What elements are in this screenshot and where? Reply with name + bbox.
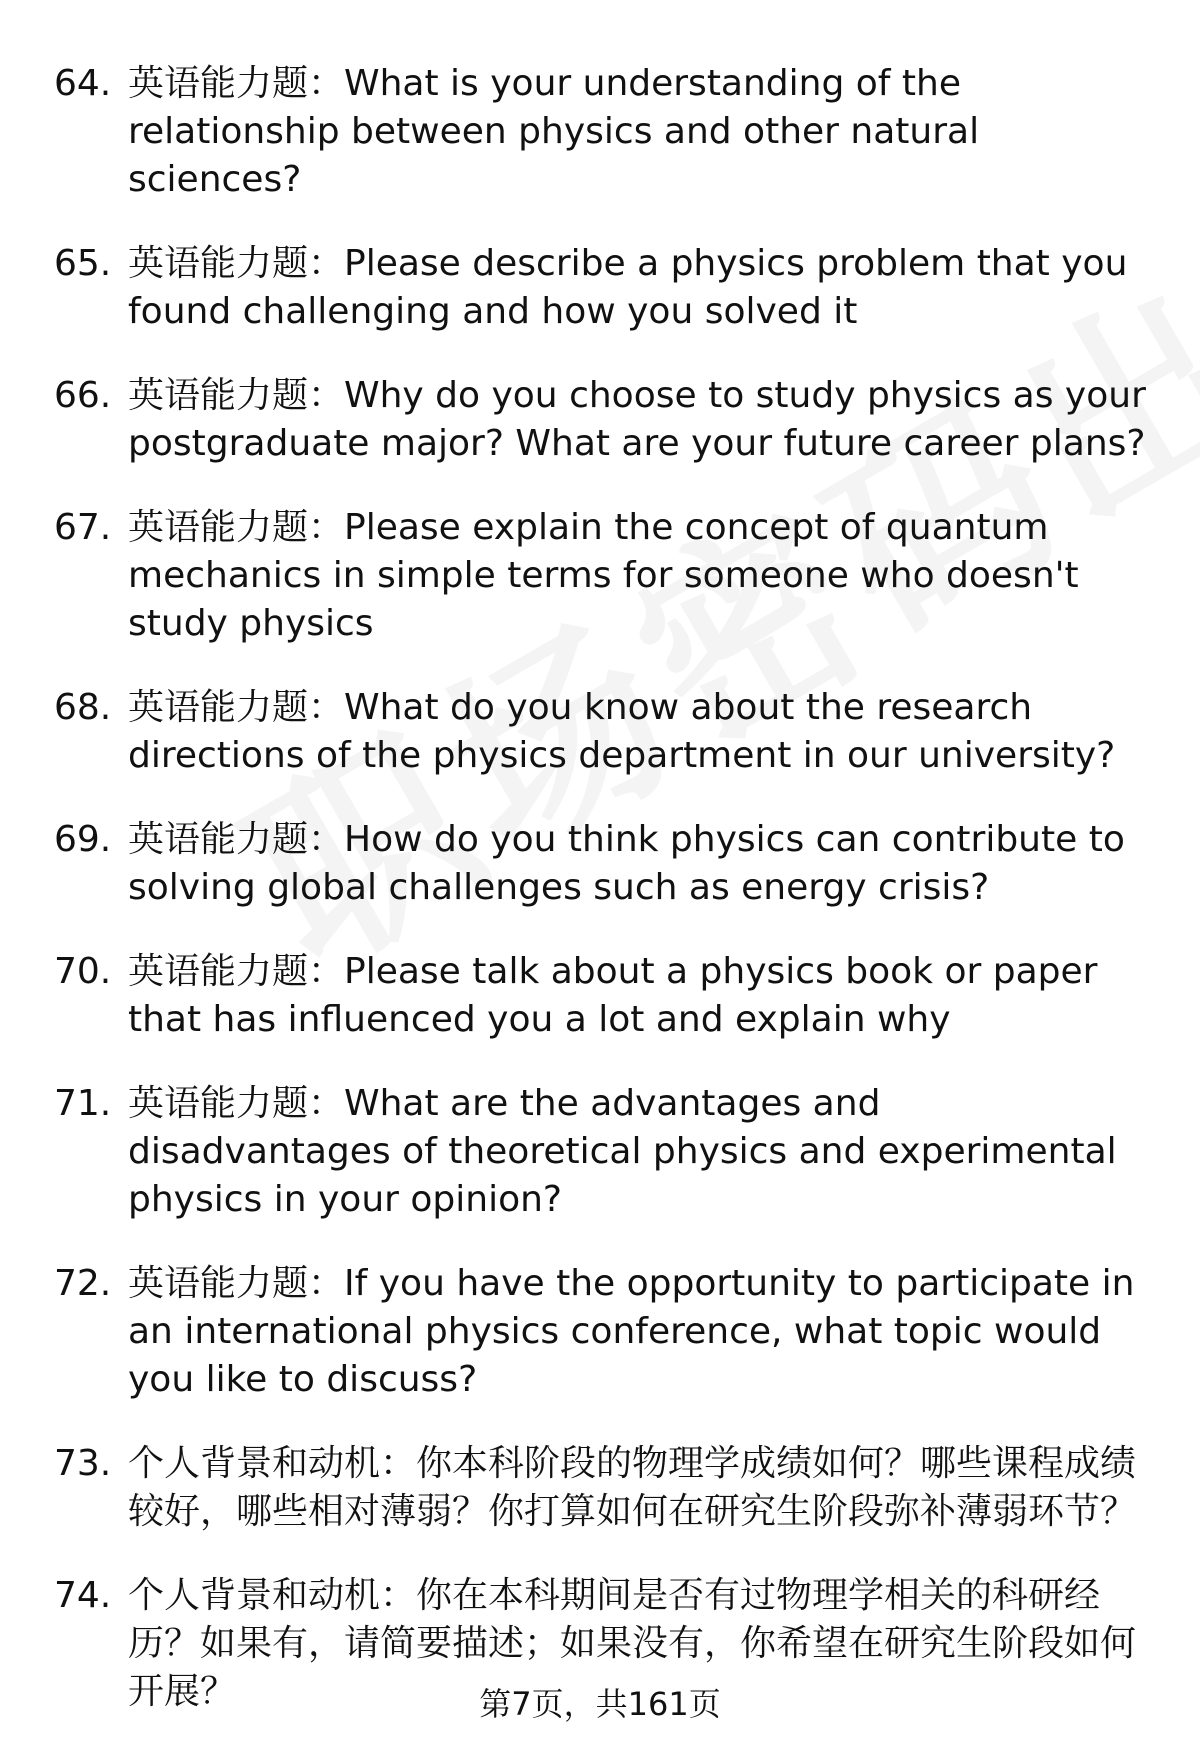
question-item xyxy=(54,816,1154,912)
question-number: 65. xyxy=(54,243,112,284)
question-text: 英语能力题：What is your understanding of the relationship between physics and other natural sciences? xyxy=(128,63,980,200)
question-number: 72. xyxy=(54,1263,112,1304)
question-item xyxy=(54,240,1154,336)
question-number: 71. xyxy=(54,1083,112,1124)
question-text: 英语能力题：How do you think physics can contribute to solving global challenges such as energy crisis? xyxy=(128,819,1125,908)
question-item xyxy=(54,372,1154,468)
question-text: 英语能力题：Please describe a physics problem that you found challenging and how you solved it xyxy=(128,243,1128,332)
question-text: 英语能力题：Please talk about a physics book or paper that has influenced you a lot and explain why xyxy=(128,951,1098,1040)
question-text: 英语能力题：If you have the opportunity to participate in an international physics conference, what topic would you like to discuss? xyxy=(128,1263,1135,1400)
question-item xyxy=(54,684,1154,780)
question-item xyxy=(54,1440,1154,1536)
question-item xyxy=(54,504,1154,648)
question-text: 英语能力题：What do you know about the research directions of the physics department in our university? xyxy=(128,687,1116,776)
question-item xyxy=(54,948,1154,1044)
question-item xyxy=(54,1260,1154,1404)
question-number: 64. xyxy=(54,63,112,104)
question-number: 70. xyxy=(54,951,112,992)
question-number: 68. xyxy=(54,687,112,728)
question-number: 67. xyxy=(54,507,112,548)
question-item xyxy=(54,60,1154,204)
question-number: 69. xyxy=(54,819,112,860)
question-text: 个人背景和动机：你在本科期间是否有过物理学相关的科研经历？如果有，请简要描述；如果没有，你希望在研究生阶段如何开展？ xyxy=(128,1575,1137,1712)
page-footer: 第7页，共161页 xyxy=(479,1685,721,1723)
question-number: 74. xyxy=(54,1575,112,1616)
question-number: 73. xyxy=(54,1443,112,1484)
question-number: 66. xyxy=(54,375,112,416)
question-text: 英语能力题：Please explain the concept of quantum mechanics in simple terms for someone who doesn't study physics xyxy=(128,507,1079,644)
question-item xyxy=(54,1080,1154,1224)
question-text: 英语能力题：What are the advantages and disadvantages of theoretical physics and experimental physics in your opinion? xyxy=(128,1083,1117,1220)
question-list xyxy=(54,60,1154,1752)
question-text: 个人背景和动机：你本科阶段的物理学成绩如何？哪些课程成绩较好，哪些相对薄弱？你打算如何在研究生阶段弥补薄弱环节？ xyxy=(128,1443,1137,1532)
question-text: 英语能力题：Why do you choose to study physics as your postgraduate major? What are your future career plans? xyxy=(128,375,1146,464)
